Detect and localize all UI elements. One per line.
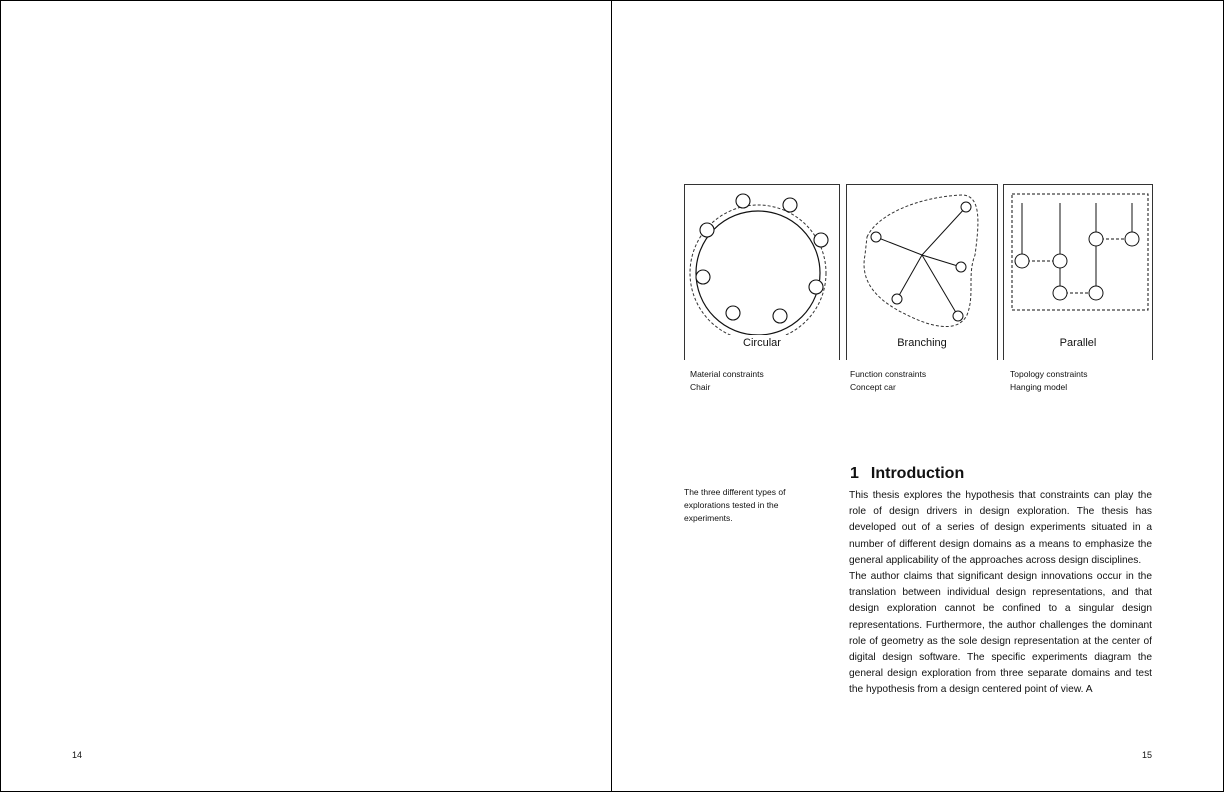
caption-line: Hanging model (1010, 382, 1068, 392)
parallel-diagram (1004, 185, 1154, 335)
body-text (849, 488, 1152, 699)
figure-panel-parallel (1003, 184, 1153, 360)
caption-line: Concept car (850, 382, 896, 392)
figure-panel-branching (846, 184, 998, 360)
caption-line: Function constraints (850, 369, 927, 379)
section-title: Introduction (870, 465, 965, 482)
section-heading (850, 465, 964, 483)
caption-line: Chair (690, 382, 711, 392)
page-gutter (611, 0, 612, 792)
panel-label: Parallel (1059, 337, 1097, 349)
page-number-left: 14 (72, 750, 83, 760)
branching-diagram (847, 185, 999, 335)
panel-label: Branching (897, 337, 947, 349)
panel-caption-branching (850, 368, 926, 394)
panel-caption-parallel (1010, 368, 1088, 394)
figure-panel-circular (684, 184, 840, 360)
panel-label: Circular (743, 337, 781, 349)
circular-diagram (685, 185, 841, 335)
section-number: 1 (850, 465, 859, 482)
paragraph: The author claims that significant design innovations occur in the translation between individual design representations, and that design exploration cannot be confined to a singular design representations. Furthermore, the author challenges the dominant role of geometry as the sole design representation at the center of digital design software. The specific experiments diagram the general design exploration from three separate domains and test the hypothesis from a design centered point of view. A (849, 571, 1152, 696)
panel-caption-circular (690, 368, 764, 394)
page-number-right: 15 (1142, 750, 1153, 760)
caption-line: Topology constraints (1010, 369, 1088, 379)
paragraph: This thesis explores the hypothesis that constraints can play the role of design drivers in design exploration. The thesis has developed out of a series of design experiments situated in a number of different design domains as a means to emphasize the general applicability of the approaches across design disciplines. (849, 490, 1152, 566)
caption-line: Material constraints (690, 369, 764, 379)
figure-side-caption: The three different types of explorations tested in the experiments. (684, 487, 786, 523)
